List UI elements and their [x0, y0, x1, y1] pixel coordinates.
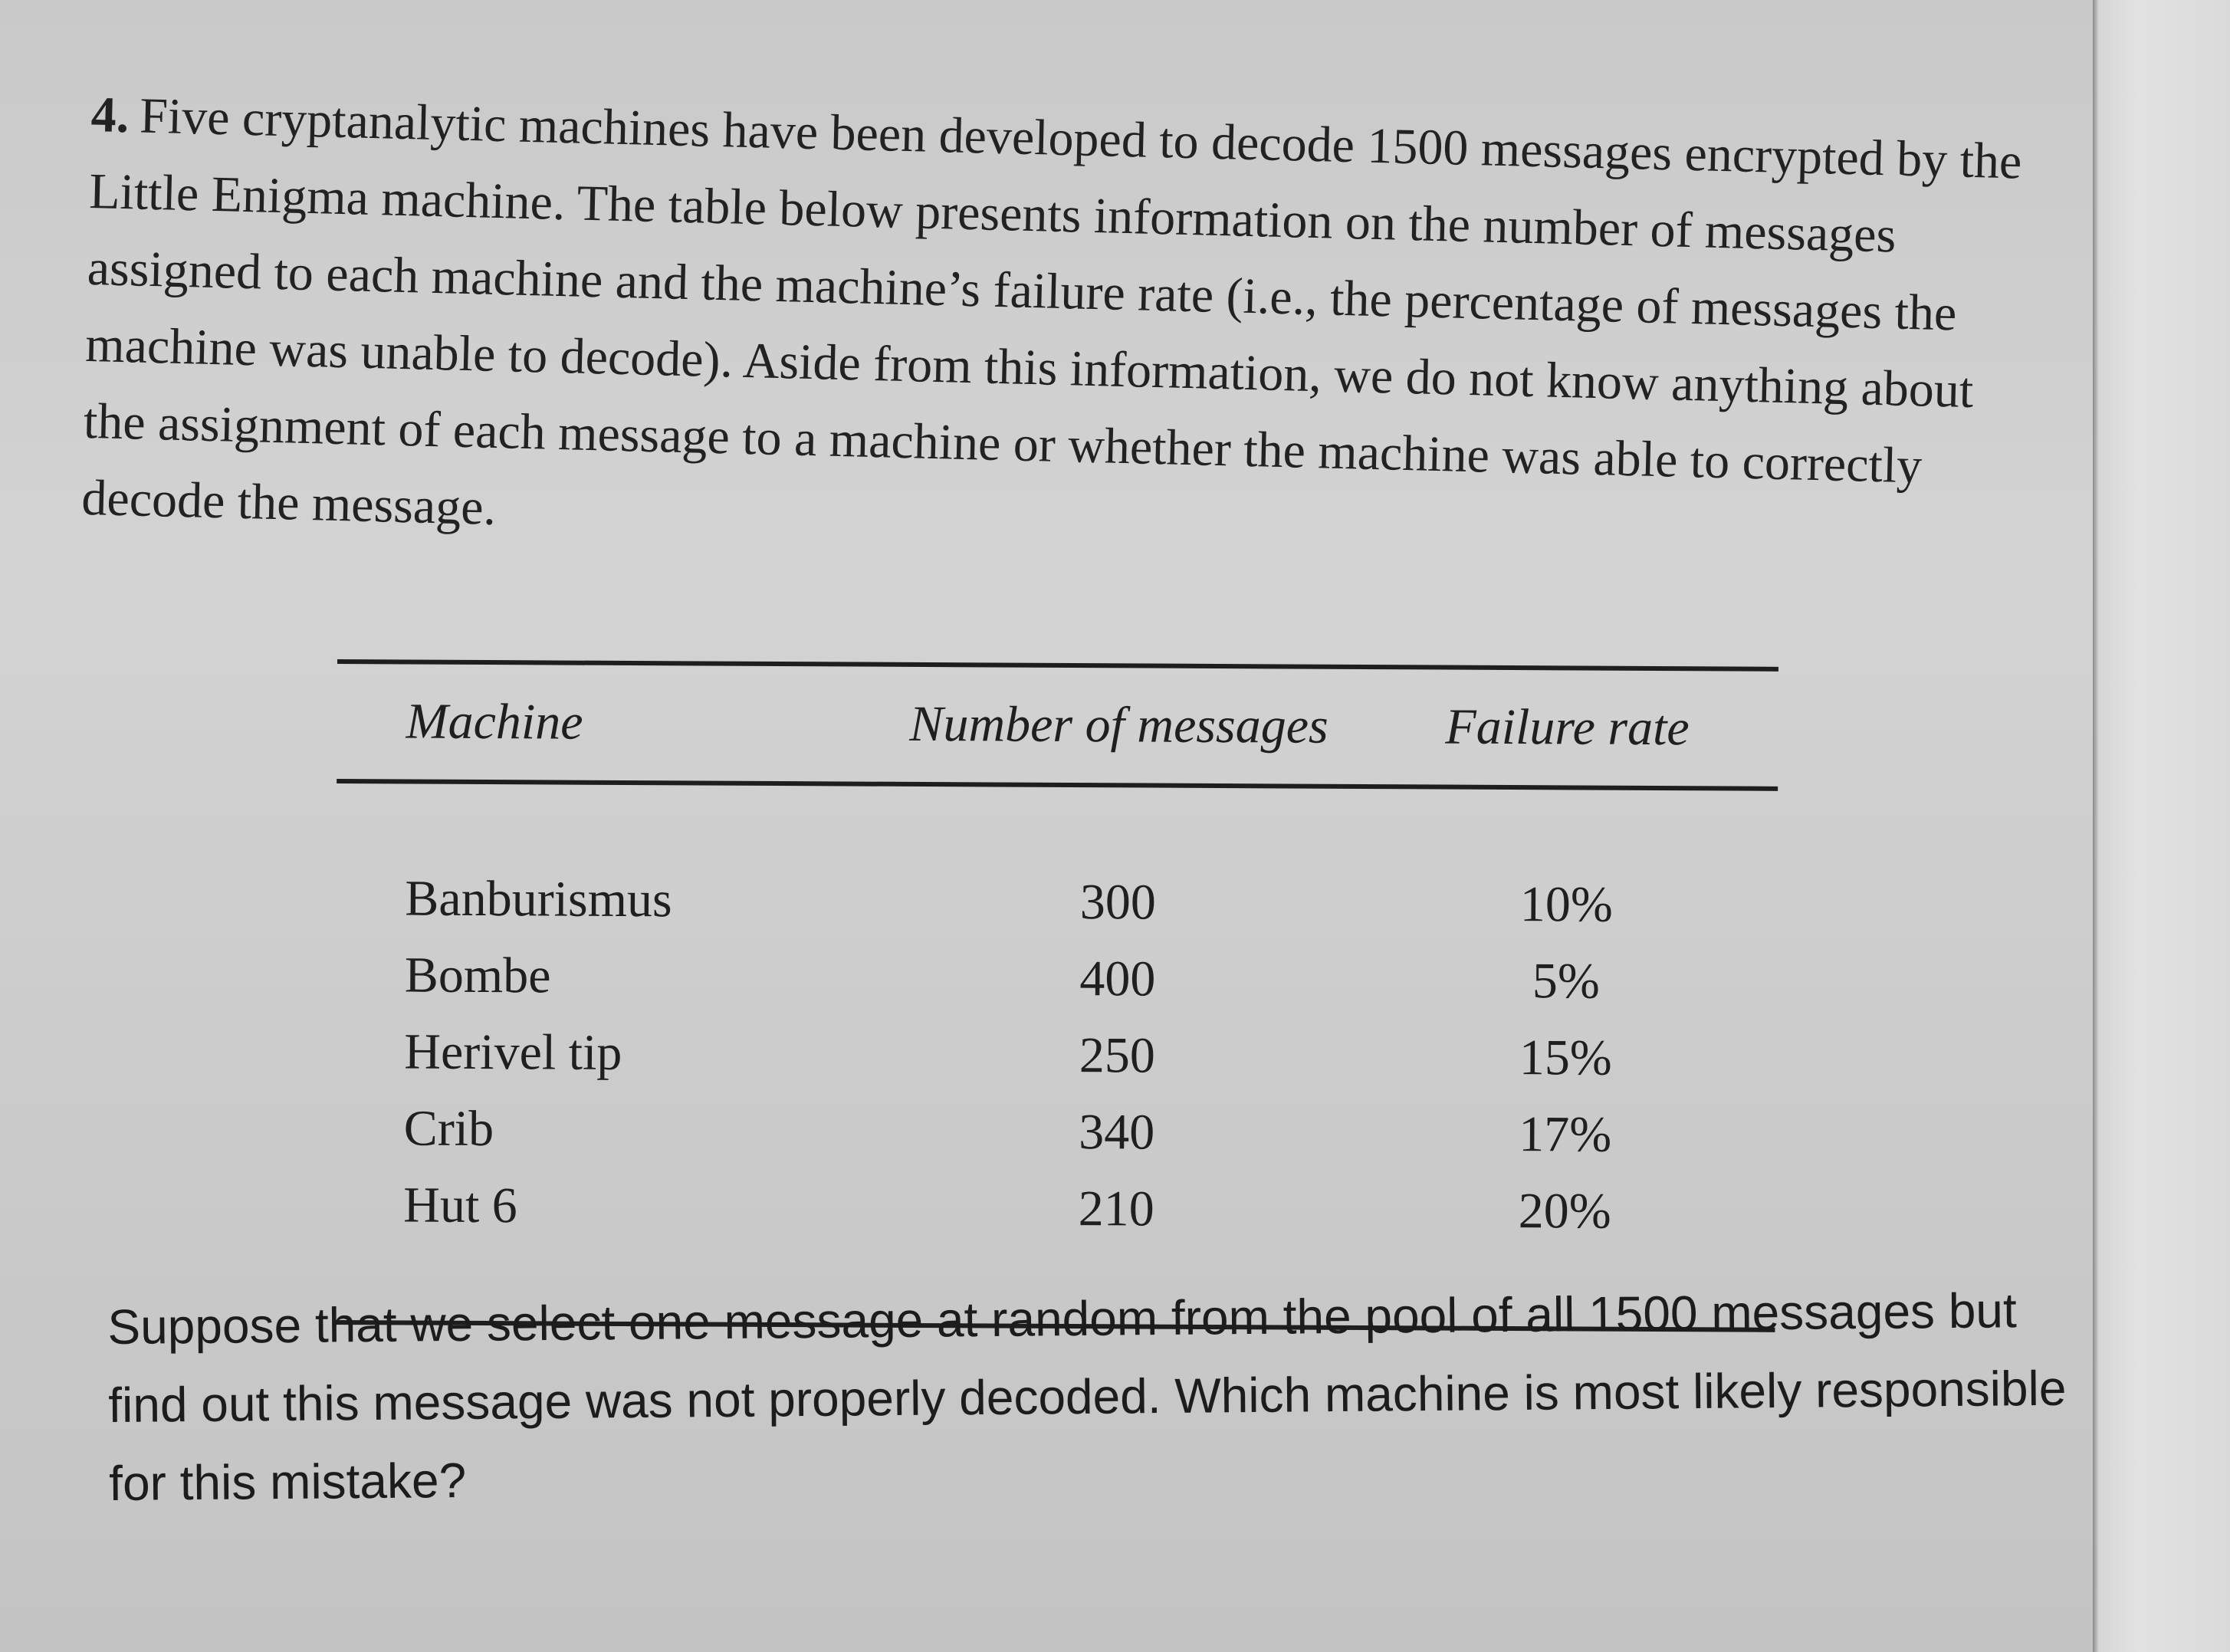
table-row: [336, 937, 1777, 1021]
table-grid: [333, 664, 1778, 1328]
cell-machine: Crib: [403, 1100, 494, 1158]
cell-rate: 20%: [1518, 1183, 1611, 1240]
header-count: Number of messages: [909, 695, 1328, 754]
cell-count: 400: [1079, 951, 1156, 1007]
table-row: [335, 1090, 1776, 1174]
cell-rate: 10%: [1519, 876, 1614, 933]
cell-count: 340: [1079, 1104, 1155, 1161]
table-row: [336, 860, 1777, 944]
machine-table: [333, 659, 1778, 1332]
cell-machine: Banburismus: [405, 870, 672, 928]
cell-rate: 5%: [1532, 953, 1600, 1010]
cell-machine: Bombe: [404, 947, 551, 1004]
problem-text: Five cryptanalytic machines have been developed to decode 1500 messages encrypted by the Little Enigma machine. The table below presents information on the number of messages assigned to each machine and the machine’s failure rate (i.e., the percentage of messages the machine was unable to decode). Aside from this information, we do not know anything about the assignment of each message to a machine or whether the machine was able to correctly decode the message.: [80, 87, 2023, 537]
cell-rate: 17%: [1519, 1106, 1612, 1163]
cell-machine: Herivel tip: [404, 1023, 622, 1081]
cell-count: 210: [1078, 1181, 1154, 1237]
table-row: [334, 1167, 1775, 1251]
cell-machine: Hut 6: [403, 1177, 517, 1234]
cell-count: 250: [1079, 1027, 1155, 1084]
cell-count: 300: [1079, 874, 1157, 931]
table-header-row: [337, 664, 1778, 787]
table-row: [335, 1013, 1776, 1098]
problem-statement: [80, 77, 2054, 584]
problem-number: 4.: [90, 86, 130, 144]
page-edge: [2093, 0, 2230, 1652]
header-machine: Machine: [406, 693, 583, 750]
header-rate: Failure rate: [1445, 698, 1690, 757]
question-text: Suppose that we select one message at random from the pool of all 1500 messages but find out this message was not properly decoded. Which machine is most likely responsible for this mistake?: [107, 1283, 2067, 1511]
cell-rate: 15%: [1519, 1030, 1612, 1086]
